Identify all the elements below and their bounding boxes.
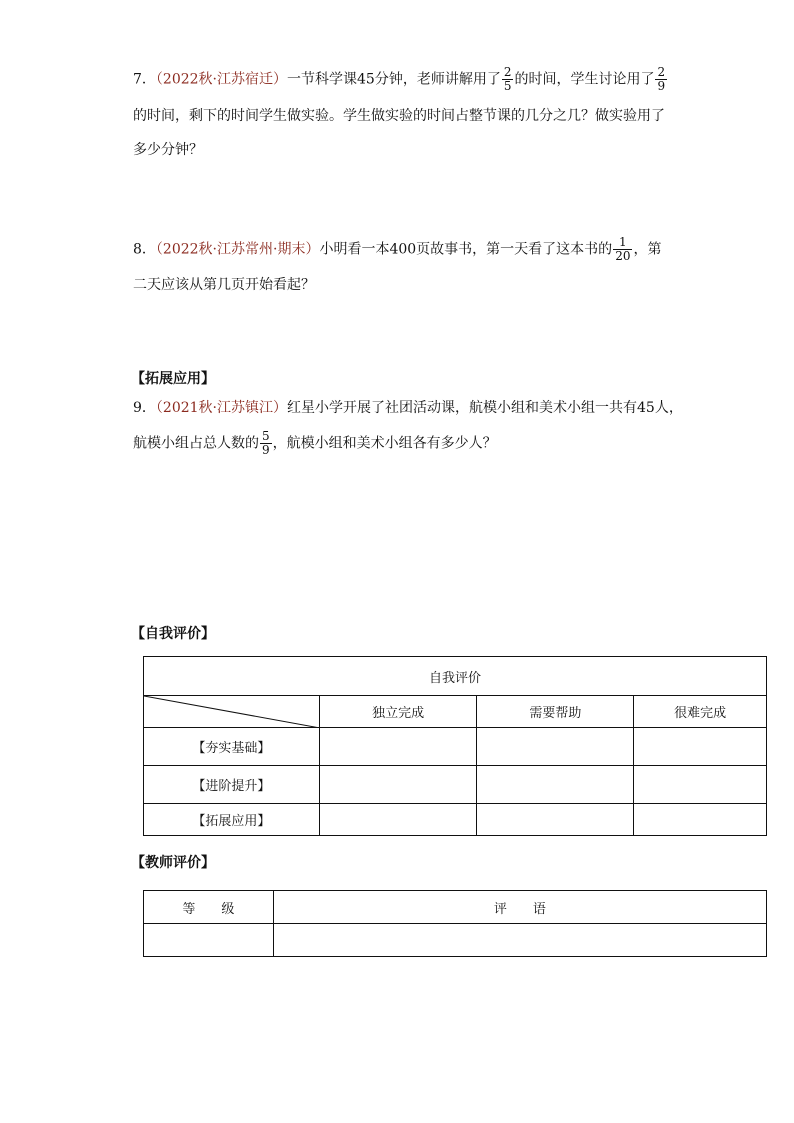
checkbox-cell[interactable] bbox=[634, 804, 767, 836]
fraction-numerator: 1 bbox=[613, 236, 632, 250]
row-header-extend: 【拓展应用】 bbox=[144, 804, 320, 836]
checkbox-cell[interactable] bbox=[319, 766, 477, 804]
question-source: （2021秋·江苏镇江） bbox=[155, 400, 288, 416]
self-eval-table-title: 自我评价 bbox=[144, 657, 767, 696]
fraction bbox=[655, 66, 667, 93]
self-eval-heading: 【自我评价】 bbox=[131, 626, 215, 642]
question-text: 红星小学开展了社团活动课，航模小组和美术小组一共有45人， bbox=[287, 400, 683, 416]
fraction-numerator: 2 bbox=[503, 65, 512, 79]
grade-header: 等 级 bbox=[144, 891, 274, 924]
question-7-line-3: 多少分钟？ bbox=[133, 142, 203, 158]
question-source: （2022秋·江苏常州·期末） bbox=[155, 241, 320, 258]
question-9-line-2 bbox=[133, 430, 497, 457]
fraction-numerator: 2 bbox=[657, 65, 666, 79]
diagonal-header-cell bbox=[144, 696, 320, 728]
teacher-eval-heading: 【教师评价】 bbox=[131, 855, 215, 871]
checkbox-cell[interactable] bbox=[319, 728, 477, 766]
question-8-line-2: 二天应该从第几页开始看起？ bbox=[133, 277, 315, 293]
section-heading-extend: 【拓展应用】 bbox=[131, 371, 215, 387]
teacher-eval-table bbox=[143, 890, 767, 957]
fraction-denominator: 5 bbox=[503, 79, 512, 93]
column-header-hard: 很难完成 bbox=[634, 696, 767, 728]
checkbox-cell[interactable] bbox=[634, 728, 767, 766]
question-text: ，航模小组和美术小组各有多少人？ bbox=[272, 435, 497, 452]
comment-cell[interactable] bbox=[273, 924, 766, 957]
fraction-denominator: 20 bbox=[615, 249, 631, 263]
question-text: 的时间，学生讨论用了 bbox=[514, 71, 655, 88]
question-number: 9． bbox=[133, 400, 156, 416]
row-header-basic: 【夯实基础】 bbox=[144, 728, 320, 766]
column-header-independent: 独立完成 bbox=[319, 696, 477, 728]
column-header-need-help: 需要帮助 bbox=[477, 696, 634, 728]
question-text: 小明看一本400页故事书，第一天看了这本书的 bbox=[319, 241, 613, 258]
question-7-line-2: 的时间，剩下的时间学生做实验。学生做实验的时间占整节课的几分之几？做实验用了 bbox=[133, 108, 665, 124]
question-number: 7． bbox=[133, 71, 156, 88]
question-text: 一节科学课45分钟，老师讲解用了 bbox=[287, 71, 501, 88]
fraction bbox=[260, 430, 272, 457]
fraction bbox=[613, 236, 632, 263]
fraction-numerator: 5 bbox=[262, 429, 270, 443]
fraction-denominator: 9 bbox=[657, 79, 666, 93]
self-eval-table bbox=[143, 656, 767, 836]
diagonal-line bbox=[144, 696, 320, 728]
question-9-line-1 bbox=[133, 398, 683, 418]
checkbox-cell[interactable] bbox=[319, 804, 477, 836]
question-text: 航模小组占总人数的 bbox=[133, 435, 259, 452]
comment-header: 评 语 bbox=[273, 891, 766, 924]
question-number: 8． bbox=[133, 241, 156, 258]
question-source: （2022秋·江苏宿迁） bbox=[155, 71, 288, 88]
checkbox-cell[interactable] bbox=[634, 766, 767, 804]
grade-cell[interactable] bbox=[144, 924, 274, 957]
question-text: ，第 bbox=[633, 241, 662, 258]
row-header-advanced: 【进阶提升】 bbox=[144, 766, 320, 804]
fraction bbox=[502, 66, 514, 93]
question-7-line-1 bbox=[133, 66, 668, 93]
fraction-denominator: 9 bbox=[262, 443, 270, 457]
checkbox-cell[interactable] bbox=[477, 804, 634, 836]
checkbox-cell[interactable] bbox=[477, 728, 634, 766]
checkbox-cell[interactable] bbox=[477, 766, 634, 804]
question-8-line-1 bbox=[133, 236, 661, 263]
